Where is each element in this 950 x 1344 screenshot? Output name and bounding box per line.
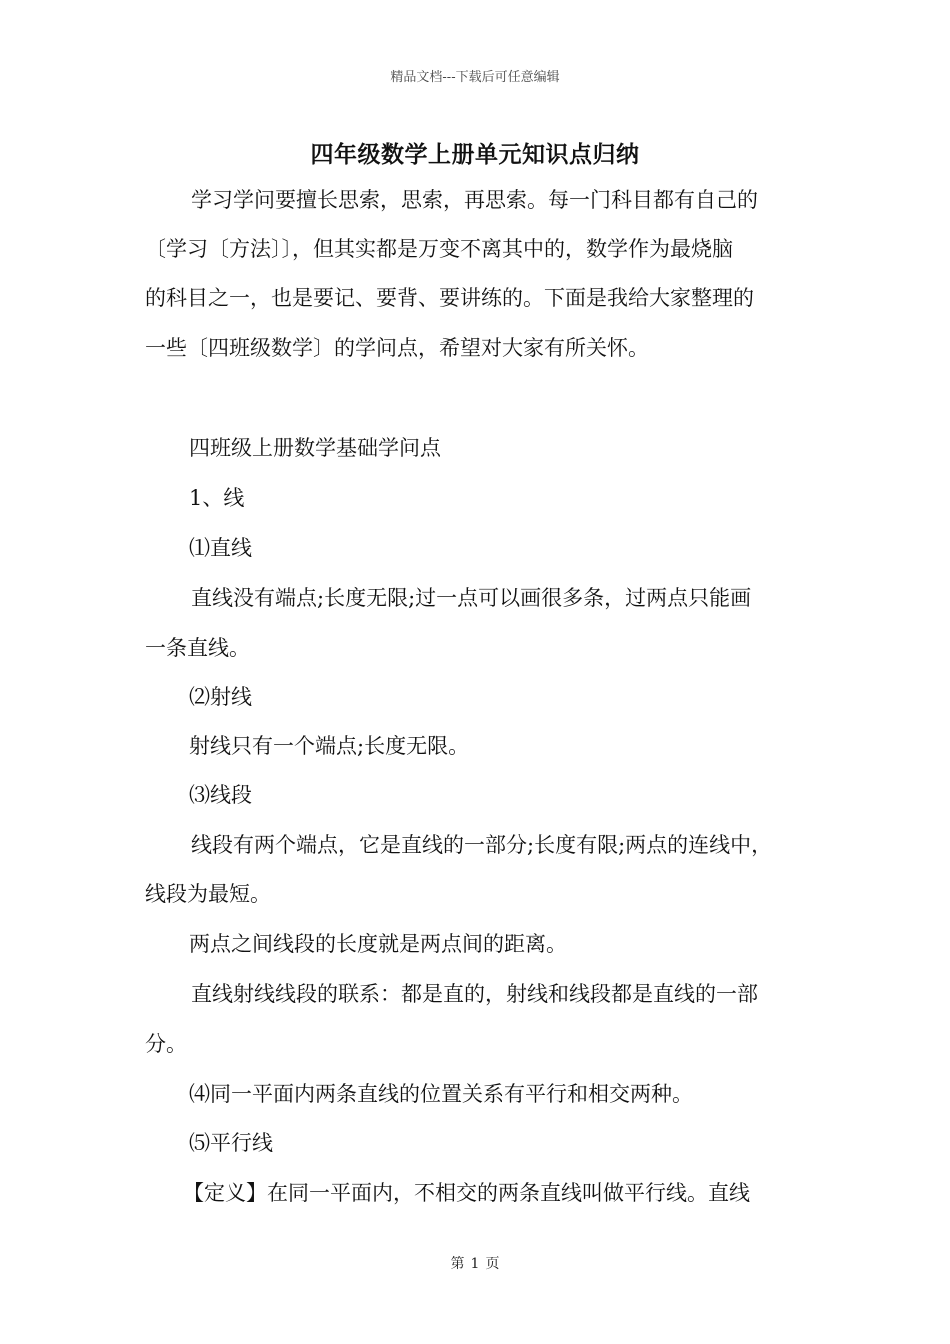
subheading-parallel-lines: ⑸平行线	[189, 1131, 273, 1155]
ray-text: 射线只有一个端点;长度无限。	[189, 734, 470, 758]
document-title: 四年级数学上册单元知识点归纳	[310, 141, 640, 168]
footer-suffix: 页	[485, 1256, 500, 1272]
distance-text: 两点之间线段的长度就是两点间的距离。	[189, 932, 567, 956]
relation-text-1: 直线射线线段的联系：都是直的，射线和线段都是直线的一部	[191, 982, 758, 1006]
section-title: 四班级上册数学基础学问点	[189, 436, 441, 460]
subheading-straight-line: ⑴直线	[189, 536, 252, 560]
intro-line-4: 一些〔四班级数学〕的学问点，希望对大家有所关怀。	[145, 336, 649, 360]
relation-text-2: 分。	[145, 1032, 187, 1056]
intro-line-2: 〔学习〔方法〕〕，但其实都是万变不离其中的，数学作为最烧脑	[145, 237, 733, 261]
subheading-ray: ⑵射线	[189, 685, 252, 709]
definition-text: 【定义】在同一平面内，不相交的两条直线叫做平行线。直线	[183, 1181, 750, 1205]
straight-line-text-1: 直线没有端点;长度无限;过一点可以画很多条，过两点只能画	[191, 586, 752, 610]
straight-line-text-2: 一条直线。	[145, 636, 250, 660]
item-line: 1、线	[189, 486, 245, 510]
subheading-position-relation: ⑷同一平面内两条直线的位置关系有平行和相交两种。	[189, 1082, 693, 1106]
page-header: 精品文档---下载后可任意编辑	[390, 70, 560, 85]
page-footer	[0, 1253, 950, 1273]
intro-line-1: 学习学问要擅长思索，思索，再思索。每一门科目都有自己的	[191, 188, 758, 212]
segment-text-1: 线段有两个端点，它是直线的一部分;长度有限;两点的连线中，	[191, 833, 773, 857]
intro-line-3: 的科目之一，也是要记、要背、要讲练的。下面是我给大家整理的	[145, 286, 754, 310]
footer-prefix: 第	[450, 1256, 465, 1272]
subheading-segment: ⑶线段	[189, 783, 252, 807]
segment-text-2: 线段为最短。	[145, 882, 271, 906]
page-number: 1	[470, 1256, 480, 1272]
